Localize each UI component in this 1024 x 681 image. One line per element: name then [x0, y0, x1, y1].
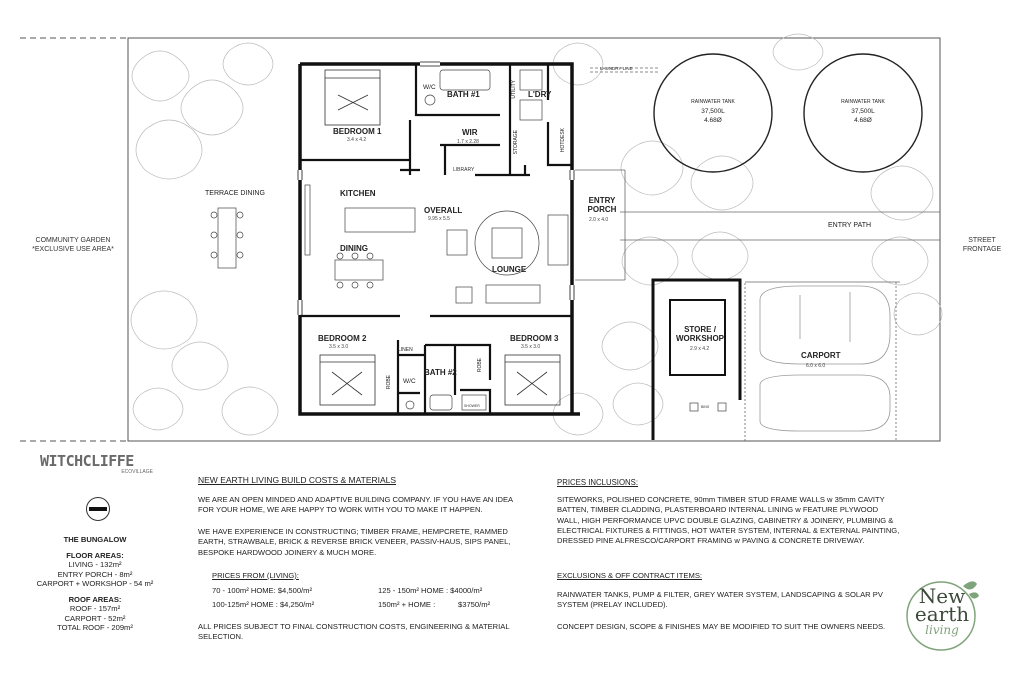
price-row: 125 - 150m² HOME : $4000/m²	[378, 586, 483, 595]
utility-label: UTILITY	[511, 80, 517, 99]
rainwater-tank-1	[663, 98, 763, 125]
prices-from-title: PRICES FROM (LIVING):	[212, 571, 299, 580]
entry-porch-dim: 2.0 x 4.0	[589, 217, 609, 223]
store-line2: WORKSHOP	[676, 334, 724, 343]
roof-area-line: ROOF - 157m²	[69, 604, 121, 613]
badge-new: New	[918, 584, 966, 608]
tank-diameter: 4.68Ø	[854, 117, 872, 124]
roof-areas-title: ROOF AREAS:	[68, 594, 122, 604]
robe-right-label: ROBE	[477, 358, 483, 373]
inclusions-title: PRICES INCLUSIONS:	[557, 478, 639, 487]
floor-areas-title: FLOOR AREAS:	[66, 550, 124, 560]
dining-label: DINING	[340, 244, 368, 253]
tank-volume: 37,500L	[701, 108, 725, 115]
bath-2-label: BATH #2	[424, 368, 457, 377]
linen-label: LINEN	[398, 347, 413, 353]
price-value: $3750/m²	[458, 600, 491, 609]
rainwater-tank-2	[813, 98, 913, 125]
community-garden-title: COMMUNITY GARDEN	[35, 237, 111, 244]
tank-volume: 37,500L	[851, 108, 875, 115]
inclusions-text: SITEWORKS, POLISHED CONCRETE, 90mm TIMBER STUD FRAME WALLS w 35mm CAVITY BATTEN, TIMBER CLADDING, PLASTERBOARD INTERNAL LINING w FEATURE PLYWOOD WALL, HIGH PERFORMANCE UPVC DOUBLE GLAZING, CABINETRY & JOINERY, PLUMBING & ELECTRICAL FIXTURES & FITTINGS, HOT WATER SYSTEM, INTERNAL & EXTERNAL PAINTING, DRESSED PINE ALFRESCO/CARPORT FRAMING w PAVING & CONCRETE DRIVEWAY.	[557, 495, 900, 546]
north-arrow-icon	[86, 497, 110, 521]
bins-label: BINS	[701, 405, 710, 409]
areas-block	[30, 535, 160, 633]
logo-brand: WITCHCLIFFE	[40, 452, 134, 470]
overall-dim: 9.95 x 5.5	[428, 216, 450, 222]
bath-1-label: BATH #1	[447, 90, 480, 99]
price-row: 70 - 100m² HOME: $4,500/m²	[212, 586, 313, 595]
price-row: 150m² + HOME :	[378, 600, 436, 609]
entry-path-label: ENTRY PATH	[828, 222, 872, 229]
wir-dim: 1.7 x 2.28	[457, 139, 479, 145]
exclusions-title: EXCLUSIONS & OFF CONTRACT ITEMS:	[557, 571, 703, 580]
street-frontage-label	[952, 236, 1012, 254]
exclusive-use-label: *EXCLUSIVE USE AREA*	[32, 246, 114, 253]
bedroom-3-dim: 3.5 x 3.0	[521, 344, 541, 350]
laundry-label: L'DRY	[528, 90, 552, 99]
entry-porch-line2: PORCH	[587, 205, 617, 214]
new-earth-living-logo	[903, 574, 983, 656]
community-garden-label	[20, 236, 126, 254]
entry-porch-label	[582, 196, 622, 214]
bedroom-1-label: BEDROOM 1	[333, 127, 382, 136]
bedroom-1-dim: 3.4 x 4.2	[347, 137, 367, 143]
tank-name: RAINWATER TANK	[691, 99, 735, 105]
bedroom-3-label: BEDROOM 3	[510, 334, 559, 343]
witchcliffe-logo	[40, 452, 155, 475]
prices-disclaimer: ALL PRICES SUBJECT TO FINAL CONSTRUCTION COSTS, ENGINEERING & MATERIAL SELECTION.	[198, 622, 510, 642]
logo-sub: ECOVILLAGE	[121, 469, 153, 475]
library-label: LIBRARY	[453, 167, 475, 173]
roof-area-line: CARPORT - 52m²	[64, 613, 126, 623]
robe-left-label: ROBE	[386, 375, 392, 390]
entry-porch-line1: ENTRY	[588, 196, 616, 205]
shower-label: SHOWER	[464, 404, 480, 408]
tank-diameter: 4.68Ø	[704, 117, 722, 124]
carport-dim: 6.0 x 6.0	[806, 363, 826, 369]
costs-experience-paragraph: WE HAVE EXPERIENCE IN CONSTRUCTING; TIMBER FRAME, HEMPCRETE, RAMMED EARTH, STRAWBALE, BRICK & REVERSE BRICK VENEER, PASSIV-HAUS, SIPS PANEL, BESPOKE HARDWOOD JOINERY & MUCH MORE.	[198, 527, 511, 557]
carport-label: CARPORT	[801, 351, 841, 360]
laundry-line-label: LAUNDRY LINE	[600, 66, 633, 71]
store-line1: STORE /	[684, 325, 716, 334]
concept-note: CONCEPT DESIGN, SCOPE & FINISHES MAY BE MODIFIED TO SUIT THE OWNERS NEEDS.	[557, 622, 886, 631]
tank-name: RAINWATER TANK	[841, 99, 885, 105]
kitchen-label: KITCHEN	[340, 189, 376, 198]
street-label: STREET	[968, 237, 996, 244]
bedroom-2-dim: 3.5 x 3.0	[329, 344, 349, 350]
hotdesk-label: HOTDESK	[560, 128, 566, 153]
floor-area-line: CARPORT + WORKSHOP - 54 m²	[36, 579, 154, 588]
store-dim: 2.9 x 4.2	[690, 346, 710, 352]
exclusions-text: RAINWATER TANKS, PUMP & FILTER, GREY WATER SYSTEM, LANDSCAPING & SOLAR PV SYSTEM (PRELAY INCLUDED).	[557, 590, 883, 610]
badge-earth: earth	[914, 602, 970, 626]
price-row: 100-125m² HOME : $4,250/m²	[212, 600, 315, 609]
costs-intro-paragraph: WE ARE AN OPEN MINDED AND ADAPTIVE BUILDING COMPANY. IF YOU HAVE AN IDEA FOR YOUR HOME, WE ARE HAPPY TO WORK WITH YOU TO MAKE IT HAPPEN.	[198, 495, 513, 515]
terrace-dining-label: TERRACE DINING	[205, 190, 265, 197]
bedroom-2-label: BEDROOM 2	[318, 334, 367, 343]
badge-living: living	[925, 623, 959, 637]
wc-top-label: W/C	[423, 84, 436, 91]
roof-area-line: TOTAL ROOF - 209m²	[57, 623, 133, 632]
floor-area-line: ENTRY PORCH - 8m²	[57, 569, 133, 579]
frontage-label: FRONTAGE	[962, 246, 1002, 253]
store-workshop-label	[675, 325, 725, 343]
costs-heading: NEW EARTH LIVING BUILD COSTS & MATERIALS	[198, 475, 397, 485]
model-name: THE BUNGALOW	[63, 535, 127, 544]
wc-bottom-label: W/C	[403, 378, 416, 385]
lounge-label: LOUNGE	[492, 265, 527, 274]
wir-label: WIR	[462, 128, 478, 137]
overall-label: OVERALL	[424, 206, 463, 215]
storage-label: STORAGE	[513, 130, 519, 155]
floor-area-line: LIVING - 132m²	[68, 560, 122, 569]
